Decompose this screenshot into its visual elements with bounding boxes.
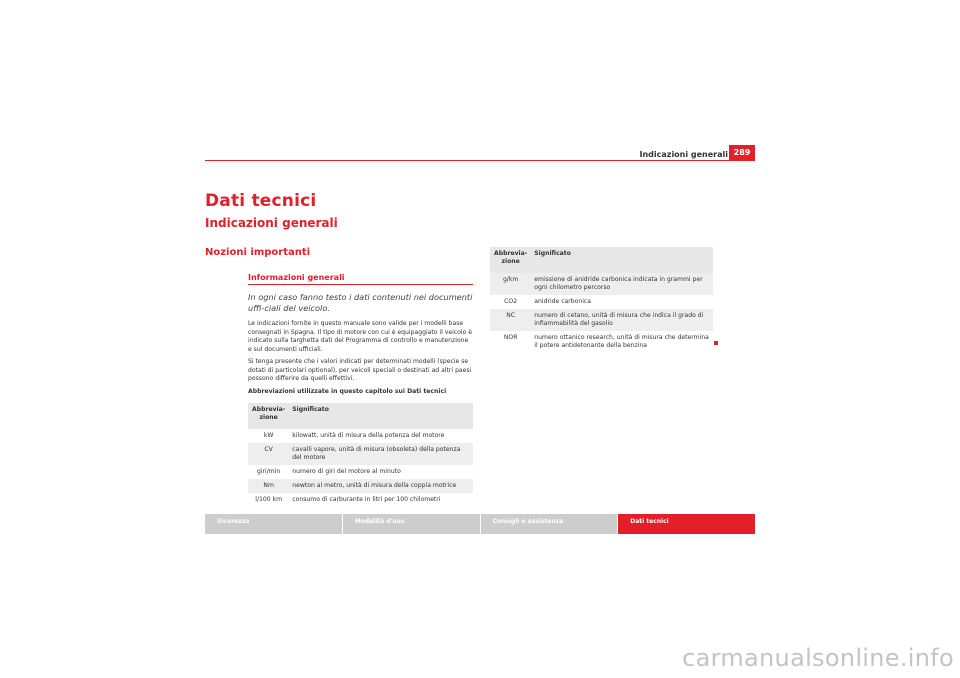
meaning-cell: anidride carbonica xyxy=(534,298,592,305)
abbreviation-cell: CO2 xyxy=(504,298,518,305)
column-header-abbreviation: Abbrevia-zione xyxy=(490,247,530,273)
table-row xyxy=(490,295,713,309)
table-row xyxy=(248,465,473,479)
subsection-title: Nozioni importanti xyxy=(205,247,311,258)
running-header-title: Indicazioni generali xyxy=(639,150,728,159)
abbreviation-cell: NC xyxy=(490,309,530,331)
table-header-row xyxy=(248,403,473,429)
column-header-abbreviation: Abbrevia-zione xyxy=(248,403,288,429)
header-rule xyxy=(205,160,755,161)
meaning-cell: numero ottanico research, unità di misura che determina il potere antidetonante della benzina xyxy=(534,334,709,349)
meaning-cell: consumo di carburante in litri per 100 chilometri xyxy=(292,495,441,503)
abbreviation-cell: giri/min xyxy=(256,467,281,475)
table-header-row xyxy=(490,247,713,273)
body-paragraph: Le indicazioni fornite in questo manuale sono valide per i modelli base consegnati in Spagna. Il tipo di motore con cui è equipaggiato il veicolo è indicato sulla targhetta dati del Programma di controllo e manutenzione e sul documenti ufficiali. xyxy=(248,320,472,353)
abbreviation-cell: NOR xyxy=(503,334,518,341)
meaning-cell: cavalli vapore, unità di misura (obsoleta) della potenza del motore xyxy=(288,443,473,465)
table-row xyxy=(248,479,473,493)
column-header-meaning: Significato xyxy=(530,247,713,273)
table-row xyxy=(248,443,473,465)
lead-text: In ogni caso fanno testo i dati contenuti nei documenti uffi-ciali del veicolo. xyxy=(248,292,473,313)
table-row xyxy=(490,273,713,295)
column-header-meaning: Significato xyxy=(288,403,473,429)
abbreviation-cell: g/km xyxy=(490,273,530,295)
meaning-cell: emissione di anidride carbonica indicata in grammi per ogni chilometro percorso xyxy=(530,273,713,295)
abbreviation-cell: l/100 km xyxy=(255,495,283,503)
meaning-cell: kilowatt, unità di misura della potenza del motore xyxy=(292,431,445,439)
nav-tab-consigli-assistenza[interactable]: Consigli e assistenza xyxy=(481,514,619,534)
table-row xyxy=(248,493,473,507)
meaning-cell: numero di giri del motore al minuto xyxy=(292,467,401,475)
meaning-cell: numero di cetano, unità di misura che indica il grado di infiammabilità del gasolio xyxy=(530,309,713,331)
abbreviations-table-right xyxy=(490,247,713,353)
nav-tab-modalita-uso[interactable]: Modalità d'uso xyxy=(343,514,481,534)
abbreviations-table-left xyxy=(248,403,473,507)
nav-tab-sicurezza[interactable]: Sicurezza xyxy=(205,514,343,534)
meaning-cell: newton al metro, unità di misura della coppia motrice xyxy=(288,479,473,493)
abbreviation-cell: kW xyxy=(263,431,274,439)
section-end-mark xyxy=(714,341,718,345)
topic-title: Informazioni generali xyxy=(248,273,473,285)
table-row xyxy=(248,429,473,443)
footer-navigation xyxy=(205,514,755,534)
page-number: 289 xyxy=(729,145,755,160)
abbreviation-cell: Nm xyxy=(248,479,288,493)
table-caption: Abbreviazioni utilizzate in questo capitolo sui Dati tecnici xyxy=(248,387,447,395)
right-column xyxy=(490,247,713,353)
nav-tab-dati-tecnici[interactable]: Dati tecnici xyxy=(618,514,755,534)
section-title: Indicazioni generali xyxy=(205,216,338,230)
body-paragraph: Si tenga presente che i valori indicati per determinati modelli (specie se dotati di particolari optional), per veicoli speciali o destinati ad altri paesi possono differire da quelli effettivi. xyxy=(248,358,472,382)
chapter-title: Dati tecnici xyxy=(205,191,317,211)
abbreviation-cell: CV xyxy=(248,443,288,465)
watermark-text: carmanualsonline.info xyxy=(682,644,954,672)
left-column xyxy=(248,273,473,507)
table-row xyxy=(490,331,713,353)
table-row xyxy=(490,309,713,331)
